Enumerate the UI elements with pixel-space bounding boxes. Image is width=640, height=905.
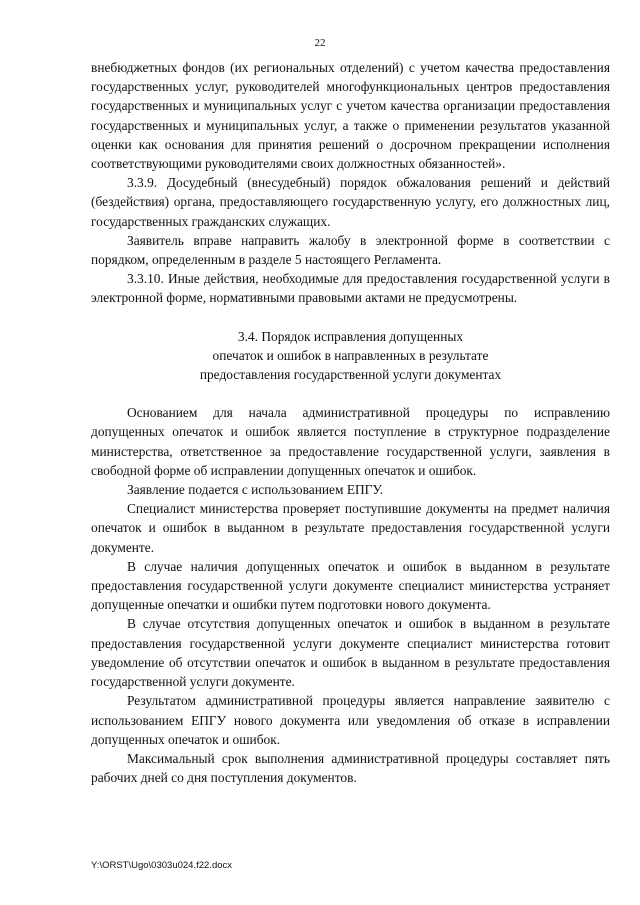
paragraph-specialist-check: Специалист министерства проверяет поступившие документы на предмет наличия опечаток и ошибок в выданном в результате предоставления государственной услуги документе. — [91, 501, 610, 555]
paragraph-errors-present: В случае наличия допущенных опечаток и ошибок в выданном в результате предоставления государственной услуги документе специалист министерства устраняет допущенные опечатки и ошибки путем подготовки нового документа. — [91, 558, 610, 613]
paragraph-complaint: Заявитель вправе направить жалобу в электронной форме в соответствии с порядком, определенным в разделе 5 настоящего Регламента. — [91, 232, 610, 268]
paragraph-max-term: Максимальный срок выполнения административной процедуры составляет пять рабочих дней со дня поступления документов. — [91, 750, 610, 786]
page-number: 22 — [314, 37, 326, 49]
heading-line: опечаток и ошибок в направленных в результате — [212, 347, 489, 363]
paragraph-3-3-9: 3.3.9. Досудебный (внесудебный) порядок обжалования решений и действий (бездействия) органа, предоставляющего государственную услугу, его должностных лиц, государственных гражданских служащих. — [91, 175, 610, 229]
paragraph-basis: Основанием для начала административной процедуры по исправлению допущенных опечаток и ошибок является поступление в структурное подразделение министерства, ответственное за предоставление государственной услуги, заявления в свободной форме об исправлении допущенных опечаток и ошибок. — [91, 405, 610, 478]
paragraph-3-3-10: 3.3.10. Иные действия, необходимые для предоставления государственной услуги в электронной форме, нормативными правовыми актами не предусмотрены. — [91, 271, 610, 306]
paragraph-errors-absent: В случае отсутствия допущенных опечаток и ошибок в выданном в результате предоставления государственной услуги документе специалист министерства готовит уведомление об отсутствии опечаток и ошибок в выданном в результате предоставления государственной услуги документе. — [91, 616, 610, 690]
paragraph-result: Результатом административной процедуры является направление заявителю с использованием ЕПГУ нового документа или уведомления об отказе в исправлении допущенных опечаток и ошибок. — [91, 693, 610, 747]
paragraph-epgu: Заявление подается с использованием ЕПГУ. — [127, 482, 384, 498]
footer-file-path: Y:\ORST\Ugo\0303u024.f22.docx — [91, 860, 233, 871]
heading-line: 3.4. Порядок исправления допущенных — [237, 328, 464, 344]
paragraph-continuation: внебюджетных фондов (их региональных отделений) с учетом качества предоставления государственных услуг, руководителей многофункциональных центров предоставления государственных и муниципальных услуг с учетом качества организации предоставления государственных и муниципальных услуг, а также о применении результатов указанной оценки как основания для принятия решений о досрочном прекращении исполнения соответствующими руководителями своих должностных обязанностей». — [91, 60, 610, 172]
document-body — [91, 58, 610, 787]
section-heading-3-4 — [91, 327, 610, 385]
heading-line: предоставления государственной услуги документах — [199, 367, 502, 383]
